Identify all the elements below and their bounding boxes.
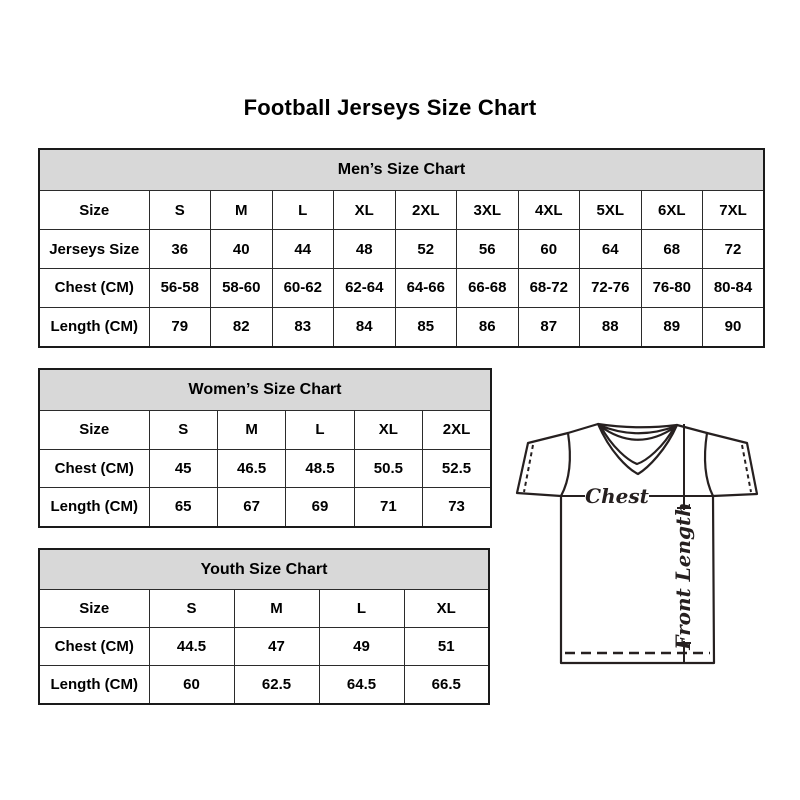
table-cell: 46.5 xyxy=(217,449,285,487)
table-cell: XL xyxy=(354,411,422,449)
jersey-measurement-diagram xyxy=(503,403,781,678)
row-label: Chest (CM) xyxy=(39,449,149,487)
table-cell: 52 xyxy=(395,230,457,269)
youth-size-table xyxy=(38,548,490,705)
jersey-diagram-svg xyxy=(503,403,781,678)
row-label: Size xyxy=(39,590,149,628)
table-cell: 73 xyxy=(423,487,491,527)
table-row xyxy=(39,411,491,449)
table-cell: XL xyxy=(334,191,396,230)
table-cell: 49 xyxy=(319,628,404,666)
table-cell: 2XL xyxy=(423,411,491,449)
right-armhole-seam xyxy=(705,433,713,496)
table-cell: 50.5 xyxy=(354,449,422,487)
table-cell: 85 xyxy=(395,307,457,347)
table-row xyxy=(39,487,491,527)
table-cell: L xyxy=(272,191,334,230)
page-title: Football Jerseys Size Chart xyxy=(243,95,537,120)
table-cell: 6XL xyxy=(641,191,703,230)
row-label: Jerseys Size xyxy=(39,230,149,269)
table-cell: M xyxy=(234,590,319,628)
table-cell: 64-66 xyxy=(395,268,457,307)
table-cell: 51 xyxy=(404,628,489,666)
table-cell: 83 xyxy=(272,307,334,347)
table-cell: 56-58 xyxy=(149,268,211,307)
row-label: Length (CM) xyxy=(39,665,149,704)
table-cell: 68-72 xyxy=(518,268,580,307)
table-cell: 79 xyxy=(149,307,211,347)
table-cell: 60-62 xyxy=(272,268,334,307)
table-title: Youth Size Chart xyxy=(39,549,489,590)
table-cell: 40 xyxy=(211,230,273,269)
table-cell: 64 xyxy=(580,230,642,269)
womens-size-table xyxy=(38,368,492,528)
table-cell: 66.5 xyxy=(404,665,489,704)
table-cell: 84 xyxy=(334,307,396,347)
table-cell: 86 xyxy=(457,307,519,347)
table-cell: 69 xyxy=(286,487,354,527)
jersey-outline xyxy=(517,424,757,663)
mens-size-table xyxy=(38,148,765,348)
table-row xyxy=(39,665,489,704)
table-cell: 62.5 xyxy=(234,665,319,704)
chest-measure-label: Chest xyxy=(585,484,649,508)
table-cell: 2XL xyxy=(395,191,457,230)
table-cell: 76-80 xyxy=(641,268,703,307)
table-cell: 60 xyxy=(518,230,580,269)
table-cell: 89 xyxy=(641,307,703,347)
table-cell: 52.5 xyxy=(423,449,491,487)
table-cell: 3XL xyxy=(457,191,519,230)
table-row xyxy=(39,268,764,307)
table-cell: 60 xyxy=(149,665,234,704)
table-cell: XL xyxy=(404,590,489,628)
table-cell: S xyxy=(149,590,234,628)
table-cell: 72-76 xyxy=(580,268,642,307)
table-cell: S xyxy=(149,191,211,230)
table-cell: M xyxy=(211,191,273,230)
table-cell: L xyxy=(286,411,354,449)
table-title: Men’s Size Chart xyxy=(39,149,764,191)
table-cell: 4XL xyxy=(518,191,580,230)
table-cell: 88 xyxy=(580,307,642,347)
table-row xyxy=(39,449,491,487)
table-cell: L xyxy=(319,590,404,628)
table-row xyxy=(39,628,489,666)
table-cell: 66-68 xyxy=(457,268,519,307)
table-cell: 58-60 xyxy=(211,268,273,307)
table-row xyxy=(39,307,764,347)
table-cell: M xyxy=(217,411,285,449)
table-header-row xyxy=(39,549,489,590)
table-row xyxy=(39,191,764,230)
table-cell: 72 xyxy=(703,230,765,269)
table-cell: 36 xyxy=(149,230,211,269)
table-cell: 87 xyxy=(518,307,580,347)
table-cell: 48 xyxy=(334,230,396,269)
table-cell: 5XL xyxy=(580,191,642,230)
table-cell: 7XL xyxy=(703,191,765,230)
table-cell: 67 xyxy=(217,487,285,527)
row-label: Chest (CM) xyxy=(39,628,149,666)
table-cell: 82 xyxy=(211,307,273,347)
table-cell: 90 xyxy=(703,307,765,347)
front-length-measure-label: Front Length xyxy=(671,502,695,650)
table-title: Women’s Size Chart xyxy=(39,369,491,411)
table-row xyxy=(39,230,764,269)
table-cell: 65 xyxy=(149,487,217,527)
table-cell: 71 xyxy=(354,487,422,527)
table-cell: 47 xyxy=(234,628,319,666)
row-label: Size xyxy=(39,411,149,449)
table-cell: S xyxy=(149,411,217,449)
table-row xyxy=(39,590,489,628)
left-armhole-seam xyxy=(561,433,570,496)
table-cell: 80-84 xyxy=(703,268,765,307)
row-label: Length (CM) xyxy=(39,307,149,347)
row-label: Chest (CM) xyxy=(39,268,149,307)
row-label: Length (CM) xyxy=(39,487,149,527)
table-cell: 64.5 xyxy=(319,665,404,704)
table-cell: 56 xyxy=(457,230,519,269)
table-cell: 62-64 xyxy=(334,268,396,307)
row-label: Size xyxy=(39,191,149,230)
table-cell: 45 xyxy=(149,449,217,487)
table-cell: 48.5 xyxy=(286,449,354,487)
table-header-row xyxy=(39,369,491,411)
table-cell: 44.5 xyxy=(149,628,234,666)
table-header-row xyxy=(39,149,764,191)
table-cell: 68 xyxy=(641,230,703,269)
table-cell: 44 xyxy=(272,230,334,269)
